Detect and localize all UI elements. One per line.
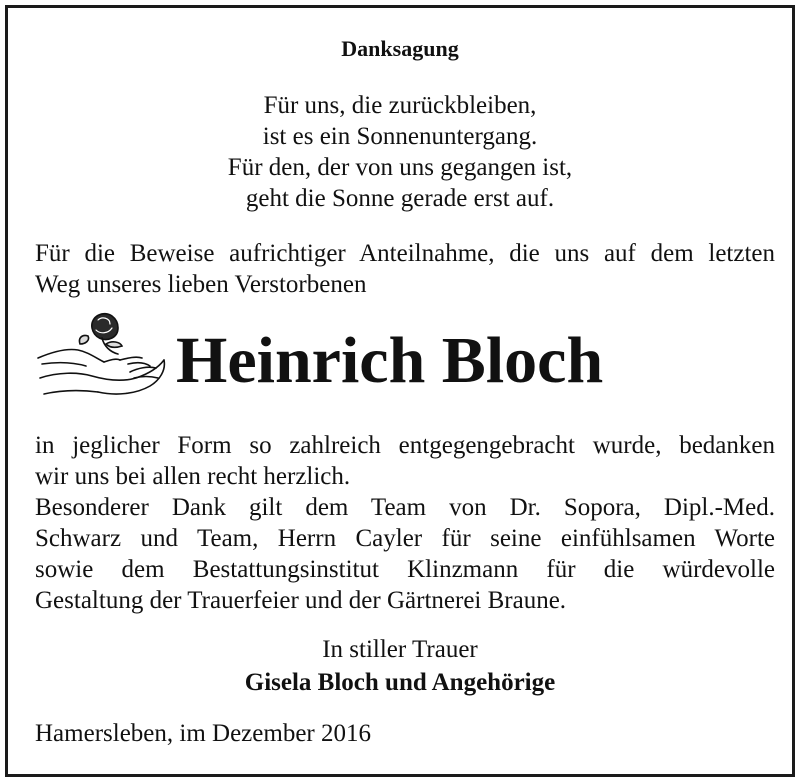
intro-line: Für die Beweise aufrichtiger Anteilnahme, die uns auf dem letzten: [35, 240, 775, 267]
closing-block: [8, 633, 792, 699]
mourners-signature: Gisela Bloch und Angehörige: [244, 669, 556, 696]
poem-line: geht die Sonne gerade erst auf.: [245, 185, 555, 212]
deceased-name: Heinrich Bloch: [176, 324, 604, 397]
closing-phrase: In stiller Trauer: [322, 636, 478, 663]
body-line: Schwarz und Team, Herrn Cayler für seine einfühlsamen Worte: [35, 525, 775, 552]
body-line: in jeglicher Form so zahlreich entgegengebracht wurde, bedanken: [35, 432, 775, 459]
obituary-notice: [8, 8, 792, 774]
poem-line: Für den, der von uns gegangen ist,: [227, 154, 573, 181]
place-and-date: Hamersleben, im Dezember 2016: [35, 720, 371, 747]
poem-line: Für uns, die zurückbleiben,: [263, 92, 537, 119]
notice-frame: [5, 5, 795, 777]
body-line: Gestaltung der Trauerfeier und der Gärtnerei Braune.: [35, 587, 567, 614]
poem: [8, 90, 792, 214]
thanks-paragraph: [35, 430, 775, 616]
poem-line: ist es ein Sonnenuntergang.: [262, 123, 538, 150]
intro-line: Weg unseres lieben Verstorbenen: [35, 271, 367, 298]
body-line: wir uns bei allen recht herzlich.: [35, 463, 351, 490]
rose-in-hands-icon: [32, 306, 172, 398]
body-line: sowie dem Bestattungsinstitut Klinzmann für die würdevolle: [35, 556, 775, 583]
body-line: Besonderer Dank gilt dem Team von Dr. Sopora, Dipl.-Med.: [35, 494, 775, 521]
intro-paragraph: [35, 238, 775, 300]
notice-heading: Danksagung: [341, 36, 459, 61]
